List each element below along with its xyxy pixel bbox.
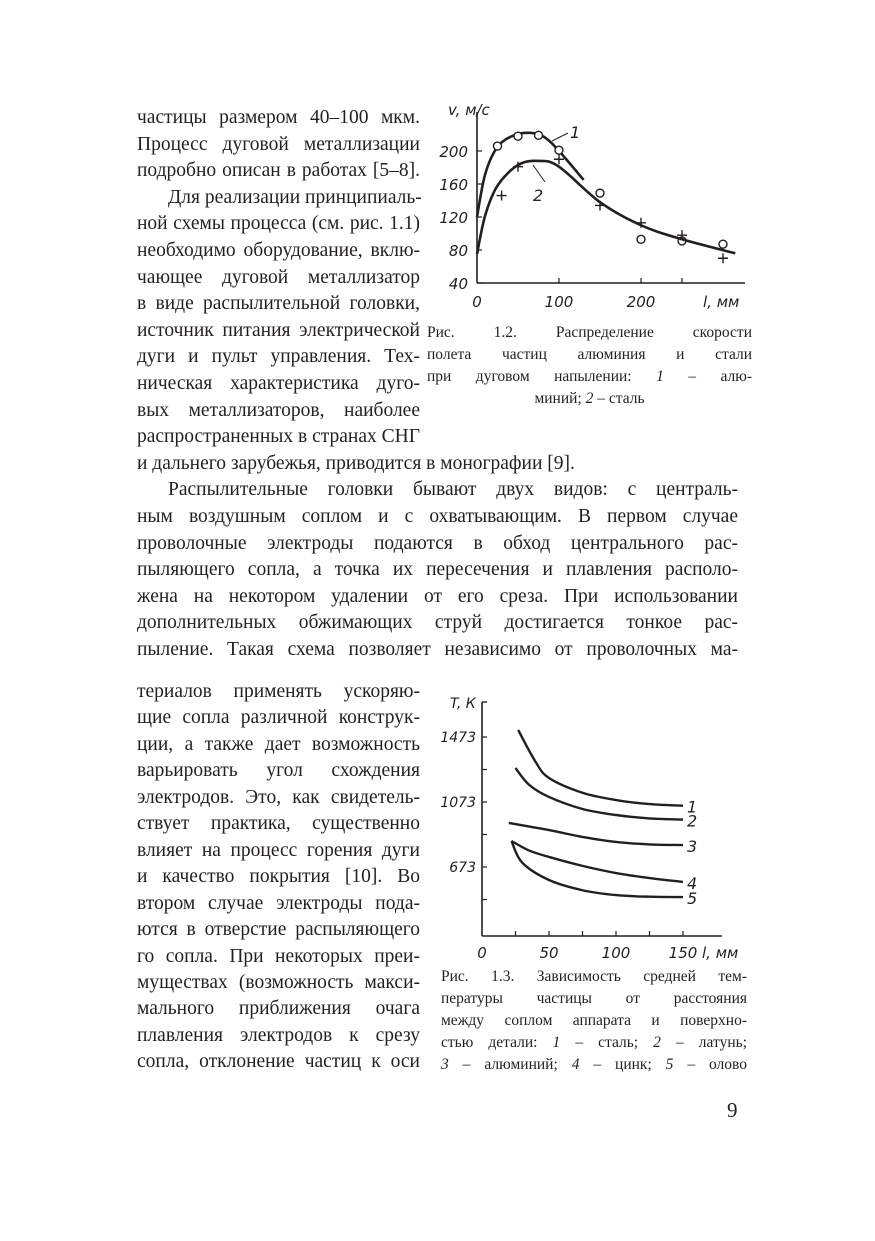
series-1-label: 1: [570, 123, 581, 142]
body-text-line: жена на некотором удалении от его среза. При использовании: [137, 585, 738, 607]
data-point-plus: [718, 253, 728, 263]
figure-caption-line: пературы частицы от расстояния: [441, 990, 747, 1007]
y-tick-label: 1073: [440, 795, 476, 811]
series-2-label: 2: [533, 186, 544, 205]
data-point-plus: [497, 191, 507, 201]
figure-caption-line: между соплом аппарата и поверхно-: [441, 1012, 747, 1029]
body-text-line: муществах (возможность макси-: [137, 971, 420, 993]
y-axis-label: T, К: [450, 696, 476, 712]
body-text-line: варьировать угол схождения: [137, 760, 420, 782]
figure-caption-line: миний; 2 – сталь: [534, 390, 645, 407]
body-text-line: и дальнего зарубежья, приводится в монографии [9].: [137, 452, 575, 474]
body-text-line: плавления электродов к срезу: [137, 1024, 420, 1046]
body-text-line: вых металлизаторов, наиболее: [137, 399, 420, 421]
body-text-line: необходимо оборудование, вклю-: [137, 240, 420, 261]
series-1-label: 1: [687, 797, 698, 817]
data-point-circle: [514, 132, 522, 140]
body-text-line: пыляющего сопла, а точка их пересечения и плавления располо-: [137, 559, 738, 581]
body-text-line: Процесс дуговой металлизации: [137, 133, 420, 155]
body-text-line: чающее дуговой металлизатор: [137, 266, 420, 288]
body-text-line: дополнительных обжимающих струй достигается тонкое рас-: [137, 612, 738, 634]
series-2-curve: [516, 768, 684, 820]
body-text-line: ции, а также дает возможность: [137, 733, 420, 755]
body-text-line: электродов. Это, как свидетель-: [137, 786, 420, 808]
body-text-line: влияет на процесс горения дуги: [137, 839, 420, 861]
x-tick-label: 50: [539, 944, 559, 962]
body-text-line: дуги и пульт управления. Тех-: [137, 346, 420, 368]
x-tick-label: 100: [601, 944, 631, 962]
series-2-curve: [477, 161, 735, 254]
body-text-line: ническая характеристика дуго-: [137, 373, 420, 394]
data-point-circle: [596, 189, 604, 197]
body-text-line: ются в отверстие распыляющего: [137, 919, 420, 941]
body-text-line: сопла, отклонение частиц к оси: [137, 1051, 420, 1073]
figure-1-2-velocity-chart: [439, 101, 745, 311]
figure-1-3-temperature-chart: [440, 696, 738, 962]
x-axis-label: l, мм: [703, 293, 740, 311]
figure-caption-line: Рис. 1.3. Зависимость средней тем-: [441, 968, 747, 985]
x-tick-label: 100: [544, 293, 574, 311]
series-2-label: 2: [687, 811, 698, 831]
x-tick-label: 150: [668, 944, 698, 962]
y-tick-label: 200: [439, 143, 468, 161]
body-text-line: ствует практика, существенно: [137, 813, 420, 835]
data-point-circle: [719, 240, 727, 248]
data-point-circle: [494, 142, 502, 150]
y-tick-label: 80: [448, 242, 468, 260]
series-3-label: 3: [687, 837, 698, 857]
body-text-line: распространенных в странах СНГ: [137, 426, 420, 448]
series-4-curve: [511, 841, 683, 882]
series-3-curve: [509, 823, 683, 845]
figure-caption-line: при дуговом напылении: 1 – алю-: [427, 368, 752, 385]
y-tick-label: 120: [439, 209, 468, 227]
leader-line-2: [533, 165, 545, 182]
x-tick-label: 200: [626, 293, 656, 311]
body-text-line: мального приближения очага: [137, 998, 420, 1020]
body-text-line: щие сопла различной конструк-: [137, 707, 420, 729]
figure-caption-line: полета частиц алюминия и стали: [427, 346, 752, 363]
data-point-plus: [595, 200, 605, 210]
leader-line-1: [552, 133, 568, 141]
body-text-line: Для реализации принципиаль-: [168, 186, 422, 208]
series-4-label: 4: [687, 873, 698, 893]
data-point-circle: [555, 146, 563, 154]
data-point-circle: [637, 235, 645, 243]
data-point-circle: [535, 131, 543, 139]
figure-caption-line: 3 – алюминий; 4 – цинк; 5 – олово: [441, 1056, 748, 1073]
body-text-line: го сопла. При некоторых преи-: [137, 945, 420, 967]
figure-caption-line: стью детали: 1 – сталь; 2 – латунь;: [441, 1034, 747, 1051]
body-text-line: териалов применять ускоряю-: [137, 681, 420, 702]
y-tick-label: 160: [439, 176, 468, 194]
body-text-line: подробно описан в работах [5–8].: [137, 160, 420, 182]
body-text-line: частицы размером 40–100 мкм.: [137, 107, 420, 128]
series-5-label: 5: [687, 889, 698, 909]
body-text-line: пыление. Такая схема позволяет независимо от проволочных ма-: [137, 639, 738, 660]
body-text-line: проволочные электроды подаются в обход центрального рас-: [137, 532, 738, 554]
x-tick-label: 0: [472, 293, 482, 311]
y-tick-label: 673: [449, 860, 476, 876]
body-text-line: в виде распылительной головки,: [137, 293, 420, 315]
y-tick-label: 1473: [440, 730, 476, 746]
body-text-line: Распылительные головки бывают двух видов: с централь-: [168, 479, 738, 501]
body-text-line: ным воздушным соплом и с охватывающим. В первом случае: [137, 506, 738, 527]
body-text-line: и качество покрытия [10]. Во: [137, 866, 420, 888]
x-axis-label: l, мм: [702, 944, 739, 962]
body-text-line: ной схемы процесса (см. рис. 1.1): [137, 213, 420, 235]
y-tick-label: 40: [448, 275, 468, 293]
figure-caption-line: Рис. 1.2. Распределение скорости: [427, 324, 752, 341]
y-axis-label: v, м/с: [448, 101, 490, 119]
body-text-line: втором случае электроды пода-: [137, 892, 420, 914]
x-tick-label: 0: [477, 944, 487, 962]
page-number: 9: [727, 1098, 738, 1122]
body-text-line: источник питания электрической: [137, 319, 420, 341]
